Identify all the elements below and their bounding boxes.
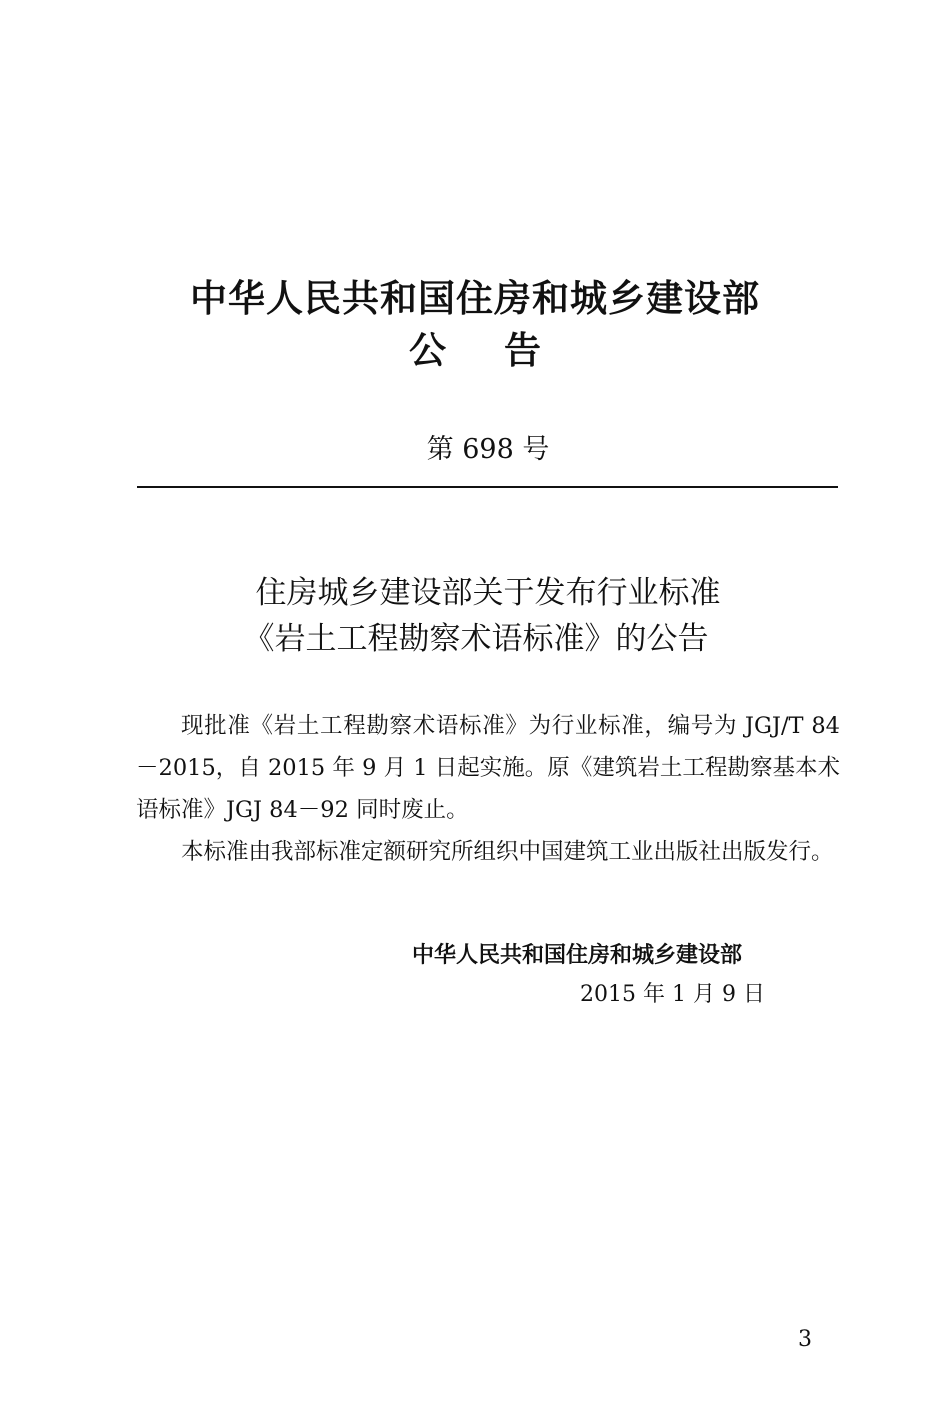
horizontal-rule [137,486,838,488]
issue-date: 2015 年 1 月 9 日 [580,982,765,1007]
issue-number: 第 698 号 [426,434,550,465]
announcement-label: 公告 [409,329,599,372]
body-paragraph-2: 本标准由我部标准定额研究所组织中国建筑工业出版社出版发行。 [181,839,834,865]
body-paragraph-1: 现批准《岩土工程勘察术语标准》为行业标准，编号为 JGJ/T 84－2015，自 2015 年 9 月 1 日起实施。原《建筑岩土工程勘察基本术语标准》JGJ 84－92 同时废止。 [136,713,840,823]
notice-body [136,705,840,873]
notice-title-line-1: 住房城乡建设部关于发布行业标准 [255,575,721,611]
issuer-signature: 中华人民共和国住房和城乡建设部 [412,943,743,968]
page-number: 3 [798,1327,812,1352]
ministry-title: 中华人民共和国住房和城乡建设部 [190,277,760,320]
notice-title-line-2: 《岩土工程勘察术语标准》的公告 [243,621,709,657]
